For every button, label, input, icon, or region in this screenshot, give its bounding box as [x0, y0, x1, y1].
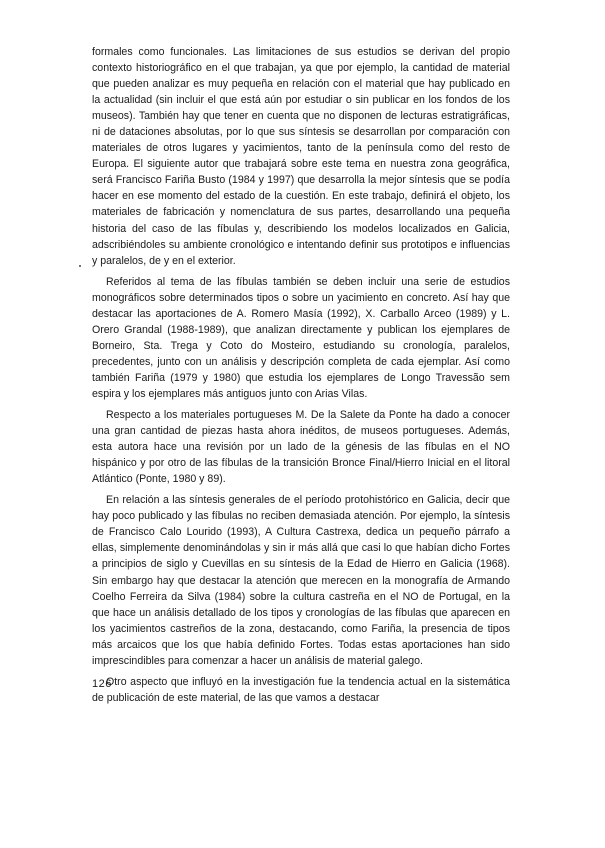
body-text — [92, 44, 510, 711]
paragraph-5: Otro aspecto que influyó en la investigación fue la tendencia actual en la sistemática de publicación de este material, de las que vamos a destacar — [92, 675, 510, 704]
paragraph-3: Respecto a los materiales portugueses M. De la Salete da Ponte ha dado a conocer una gran cantidad de piezas hasta ahora inéditos, de museos portugueses. Además, esta autora hace una revisión por un lado de la génesis de las fíbulas en el NO hispánico y por otro de las fíbulas de la transición Bronce Final/Hierro Inicial en el litoral Atlántico (Ponte, 1980 y 89). — [92, 409, 510, 486]
margin-mark — [79, 265, 81, 267]
paragraph-2: Referidos al tema de las fíbulas también se deben incluir una serie de estudios monográficos sobre determinados tipos o sobre un yacimiento en concreto. Así hay que destacar las aportaciones de A. Romero Masía (1992), X. Carballo Arceo (1989) y L. Orero Grandal (1988-1989), que analizan directamente y publican los ejemplares de Borneiro, Sta. Trega y Coto do Mosteiro, estudiando su cronología, paralelos, precedentes, junto con un análisis y descripción completa de cada ejemplar. Así como también Fariña (1979 y 1980) que estudia los ejemplares de Longo Travessão sem espira y los ejemplares más antiguos junto con Arias Vilas. — [92, 275, 510, 400]
paragraph-4: En relación a las síntesis generales de el período protohistórico en Galicia, decir que hay poco publicado y las fíbulas no reciben demasiada atención. Por ejemplo, la síntesis de Francisco Calo Lourido (1993), A Cultura Castrexa, dedica un pequeño párrafo a ellas, simplemente denominándolas y sin ir más allá que casi lo que habían dicho Fortes a principios de siglo y Cuevillas en su síntesis de la Edad de Hierro en Galicia (1968). Sin embargo hay que destacar la atención que merecen en la monografía de Armando Coelho Ferreira da Silva (1984) sobre la cultura castreña en el NO de Portugal, en la que hace un análisis detallado de los tipos y cronologías de las fíbulas que aparecen en los yacimientos castreños de la zona, destacando, como Fariña, la presencia de tipos más arcaicos que los que había definido Fortes. Todas estas aportaciones han sido imprescindibles para comenzar a hacer un análisis de material galego. — [92, 494, 510, 667]
paragraph-1: formales como funcionales. Las limitaciones de sus estudios se derivan del propio contexto historiográfico en el que trabajan, ya que por ejemplo, la cantidad de material que pueden analizar es muy pequeña en relación con el material que hay publicado en la actualidad (sin incluir el que está aún por estudiar o sin publicar en los fondos de los museos). También hay que tener en cuenta que no disponen de lecturas estratigráficas, ni de dataciones absolutas, por lo que sus síntesis se desarrollan por comparación con materiales de otros lugares y yacimientos, tanto de la península como del resto de Europa. El siguiente autor que trabajará sobre este tema en nuestra zona geográfica, será Francisco Fariña Busto (1984 y 1997) que desarrolla la mejor síntesis que se podía hacer en ese momento del estado de la cuestión. En este trabajo, definirá el objeto, los materiales de fabricación y nomenclatura de sus partes, desarrollando una pequeña historia del caso de las fíbulas y, describiendo los modelos localizados en Galicia, adscribiéndoles su ambiente cronológico e intentando definir sus prototipos e influencias y paralelos, de y en el exterior. — [92, 46, 510, 267]
page-number: 126 — [92, 678, 112, 690]
